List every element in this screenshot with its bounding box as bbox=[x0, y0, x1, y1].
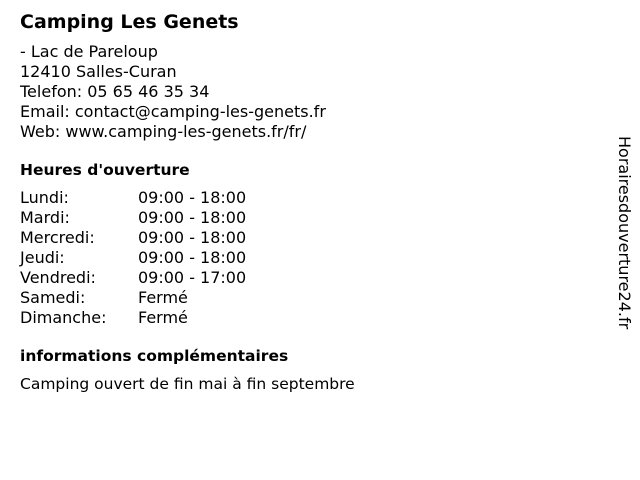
hours-day: Dimanche: bbox=[20, 308, 107, 327]
website-line: Web: www.camping-les-genets.fr/fr/ bbox=[20, 122, 307, 141]
hours-time: 09:00 - 18:00 bbox=[138, 248, 247, 267]
address-block bbox=[20, 42, 600, 142]
site-brand-watermark: Horairesdouverture24.fr bbox=[615, 136, 634, 330]
hours-time: 09:00 - 18:00 bbox=[138, 208, 247, 227]
hours-heading: Heures d'ouverture bbox=[20, 161, 190, 179]
info-heading: informations complémentaires bbox=[20, 347, 289, 365]
phone-line: Telefon: 05 65 46 35 34 bbox=[20, 82, 210, 101]
hours-table bbox=[20, 188, 600, 328]
hours-time: 09:00 - 18:00 bbox=[138, 228, 247, 247]
hours-row-saturday bbox=[20, 288, 600, 308]
hours-row-sunday bbox=[20, 308, 600, 328]
email-line: Email: contact@camping-les-genets.fr bbox=[20, 102, 326, 121]
hours-day: Samedi: bbox=[20, 288, 86, 307]
hours-time: Fermé bbox=[138, 288, 188, 307]
hours-row-friday bbox=[20, 268, 600, 288]
hours-time: Fermé bbox=[138, 308, 188, 327]
address-city: 12410 Salles-Curan bbox=[20, 62, 177, 81]
hours-day: Mercredi: bbox=[20, 228, 95, 247]
hours-row-monday bbox=[20, 188, 600, 208]
hours-day: Jeudi: bbox=[20, 248, 65, 267]
info-text: Camping ouvert de fin mai à fin septembre bbox=[20, 375, 355, 393]
business-name: Camping Les Genets bbox=[20, 11, 239, 33]
hours-time: 09:00 - 18:00 bbox=[138, 188, 247, 207]
hours-day: Lundi: bbox=[20, 188, 69, 207]
hours-row-tuesday bbox=[20, 208, 600, 228]
hours-row-thursday bbox=[20, 248, 600, 268]
address-street: - Lac de Pareloup bbox=[20, 42, 158, 61]
hours-day: Vendredi: bbox=[20, 268, 96, 287]
hours-row-wednesday bbox=[20, 228, 600, 248]
hours-day: Mardi: bbox=[20, 208, 70, 227]
business-card bbox=[20, 10, 600, 394]
hours-time: 09:00 - 17:00 bbox=[138, 268, 247, 287]
